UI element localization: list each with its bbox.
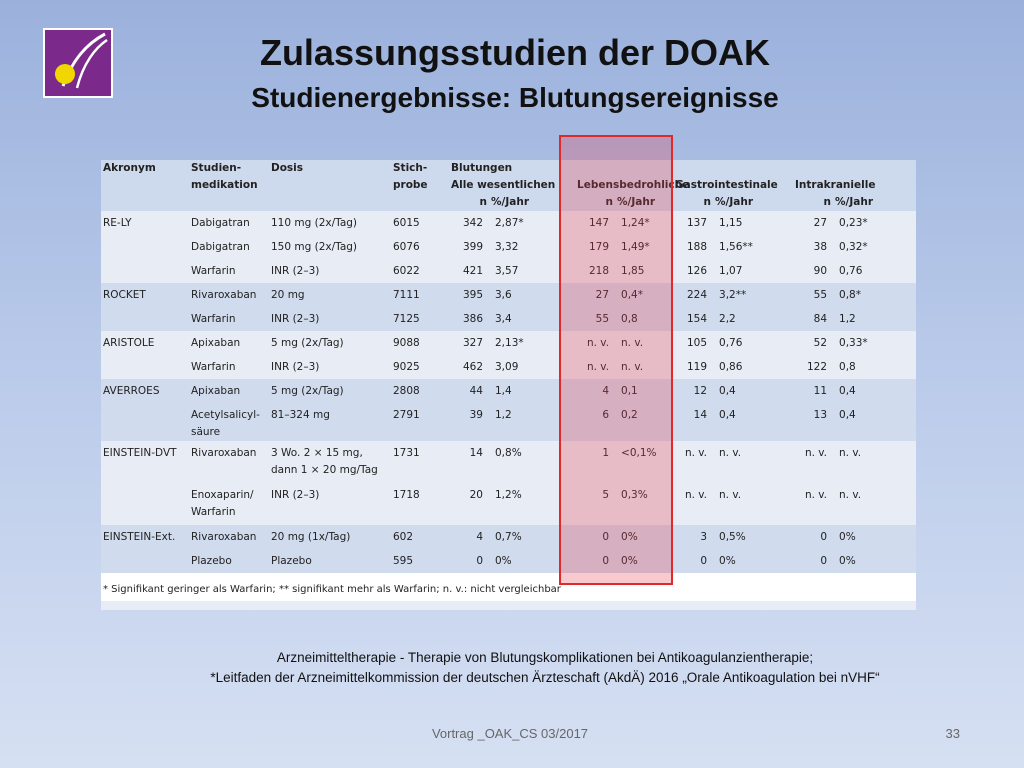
header-lebensbedrohliche-label: Lebensbedrohliche (577, 179, 690, 191)
table-cell: 0,3% (621, 489, 648, 501)
table-cell: 7125 (393, 313, 420, 325)
table-cell: 52 (813, 337, 828, 349)
table-cell: 1718 (393, 489, 420, 501)
table-cell: Acetylsalicyl-säure (191, 409, 260, 438)
table-cell: 0 (602, 531, 610, 543)
table-cell (101, 307, 189, 331)
table-cell: 0,4 (719, 385, 736, 397)
table-cell: 9025 (393, 361, 420, 373)
table-cell: Rivaroxaban (191, 289, 257, 301)
table-cell: <0,1% (621, 447, 657, 459)
table-cell: 2791 (393, 409, 420, 421)
table-cell: 342 (462, 217, 483, 229)
table-footnote: * Signifikant geringer als Warfarin; ** signifikant mehr als Warfarin; n. v.: nicht vergleichbar (101, 573, 916, 601)
header-stichprobe: Stich- probe (393, 162, 428, 191)
table-cell: 6 (602, 409, 610, 421)
table-cell: 81–324 mg (271, 409, 330, 421)
header-pct: %/Jahr (617, 196, 656, 208)
table-cell: 0 (700, 555, 708, 567)
table-cell: 5 mg (2x/Tag) (271, 337, 344, 349)
table-cell (101, 483, 189, 525)
table-cell: Plazebo (191, 555, 232, 567)
table-cell: 0,8* (839, 289, 861, 301)
table-cell: 122 (806, 361, 828, 373)
table-cell: 6022 (393, 265, 420, 277)
table-cell: 55 (813, 289, 828, 301)
table-cell: 119 (686, 361, 708, 373)
table-cell: 1,07 (719, 265, 743, 277)
table-row (101, 235, 916, 259)
table-cell: Warfarin (191, 313, 236, 325)
table-cell: EINSTEIN-DVT (103, 447, 177, 459)
table-cell: 1,4 (495, 385, 512, 397)
table-cell: 0% (621, 531, 638, 543)
table-cell: 105 (686, 337, 708, 349)
table-cell: ARISTOLE (103, 337, 155, 349)
table-cell: 20 mg (271, 289, 305, 301)
table-cell: 0,1 (621, 385, 638, 397)
table-cell: 1,2 (495, 409, 512, 421)
header-intrakranielle: Intrakranielle (795, 179, 876, 191)
table-cell: Warfarin (191, 265, 236, 277)
table-cell (101, 403, 189, 441)
table-cell: n. v. (586, 361, 610, 373)
table-cell: 7111 (393, 289, 420, 301)
header-n: n (703, 196, 712, 208)
table-cell: 147 (588, 217, 610, 229)
table-cell: 0,8 (839, 361, 856, 373)
table-row (101, 549, 916, 573)
table-cell (101, 355, 189, 379)
table-cell: n. v. (839, 447, 862, 459)
table-cell: 11 (813, 385, 828, 397)
table-cell: 0,8 (621, 313, 638, 325)
table-cell: 395 (462, 289, 483, 301)
table-cell: 1 (602, 447, 610, 459)
table-cell: ROCKET (103, 289, 146, 301)
table-cell: 3 (700, 531, 708, 543)
table-row (101, 379, 916, 403)
table-cell: 2,13* (495, 337, 524, 349)
table-cell: 218 (588, 265, 610, 277)
table-cell: 1,24* (621, 217, 650, 229)
header-blutungen: Blutungen (451, 162, 513, 174)
table-row (101, 259, 916, 283)
table-cell: 27 (813, 217, 828, 229)
header-akronym: Akronym (103, 162, 156, 174)
table-cell: 9088 (393, 337, 420, 349)
table-cell: Warfarin (191, 361, 236, 373)
table-row (101, 307, 916, 331)
table-cell: 0 (476, 555, 483, 567)
table-cell: 2,87* (495, 217, 524, 229)
table-cell: 3,09 (495, 361, 519, 373)
table-cell: 1,49* (621, 241, 650, 253)
table-cell: 150 mg (2x/Tag) (271, 241, 358, 253)
header-n: n (823, 196, 832, 208)
caption-line-2: *Leitfaden der Arzneimittelkommission der deutschen Ärzteschaft (AkdÄ) 2016 „Orale Antikoagulation bei nVHF“ (210, 670, 880, 685)
table-cell: 90 (813, 265, 828, 277)
table-cell: 44 (469, 385, 483, 397)
table-cell: n. v. (621, 361, 644, 373)
logo-icon (43, 28, 113, 98)
table-cell: 2808 (393, 385, 420, 397)
table-cell: 421 (462, 265, 483, 277)
table-cell: 0,76 (839, 265, 863, 277)
table-row (101, 283, 916, 307)
table-cell: 386 (462, 313, 483, 325)
table-cell: n. v. (804, 447, 828, 459)
table-cell: 0,8% (495, 447, 522, 459)
table-cell: 0,4 (719, 409, 736, 421)
table-cell: n. v. (684, 489, 708, 501)
table-cell: 595 (393, 555, 414, 567)
table-cell: 0,32* (839, 241, 868, 253)
table-cell: 1,2 (839, 313, 856, 325)
table-body (101, 211, 916, 573)
table-cell: 0% (495, 555, 512, 567)
table-cell: RE-LY (103, 217, 132, 229)
header-n: n (605, 196, 614, 208)
table-cell: 3,2** (719, 289, 747, 301)
table-cell: 2,2 (719, 313, 736, 325)
table-cell: n. v. (839, 489, 862, 501)
table-cell: n. v. (621, 337, 644, 349)
table-cell: 0,76 (719, 337, 743, 349)
header-intra-spacer (793, 160, 916, 177)
table-cell: Rivaroxaban (191, 531, 257, 543)
table-cell: Rivaroxaban (191, 447, 257, 459)
table-cell: INR (2–3) (271, 361, 320, 373)
table-cell: 3,6 (495, 289, 512, 301)
lebensbedrohliche-highlight-box (559, 135, 690, 585)
table-cell: 39 (469, 409, 483, 421)
header-gastrointestinale: Gastrointestinale (675, 179, 778, 191)
table-cell (101, 259, 189, 283)
header-alle-wesentlichen: Alle wesentlichen (451, 179, 556, 191)
table-cell: 1731 (393, 447, 420, 459)
table-cell: 462 (462, 361, 483, 373)
table-cell: 5 mg (2x/Tag) (271, 385, 344, 397)
table-cell: 20 (469, 489, 483, 501)
bleeding-table (101, 160, 916, 610)
table-cell: 4 (476, 531, 483, 543)
table-cell: 224 (686, 289, 708, 301)
table-cell: 3,57 (495, 265, 519, 277)
slide-subtitle: Studienergebnisse: Blutungsereignisse (251, 82, 779, 113)
table-cell: 1,15 (719, 217, 743, 229)
table-cell: Apixaban (191, 385, 241, 397)
table-cell: 179 (588, 241, 610, 253)
table-cell: 110 mg (2x/Tag) (271, 217, 358, 229)
table-cell: 0,33* (839, 337, 868, 349)
table-cell: 0% (719, 555, 736, 567)
table-row (101, 331, 916, 355)
table-cell: Dabigatran (191, 241, 250, 253)
table-cell: 0,5% (719, 531, 746, 543)
table-cell (101, 235, 189, 259)
header-pct: %/Jahr (835, 196, 874, 208)
table-cell: 1,2% (495, 489, 522, 501)
table-row (101, 403, 916, 441)
table-cell: 0,4 (839, 409, 856, 421)
page-number: 33 (945, 726, 960, 741)
table-cell: Plazebo (271, 555, 312, 567)
table-cell: 4 (602, 385, 610, 397)
table-cell: EINSTEIN-Ext. (103, 531, 176, 543)
table-cell: 0,7% (495, 531, 522, 543)
table-cell: Dabigatran (191, 217, 250, 229)
header-studienmedikation: Studien- medikation (191, 162, 258, 191)
table-cell: 154 (686, 313, 708, 325)
table-cell (101, 549, 189, 573)
header-gastro-spacer (673, 160, 793, 177)
table-cell: 0,4* (621, 289, 643, 301)
header-pct: %/Jahr (715, 196, 754, 208)
table-cell: 0,86 (719, 361, 743, 373)
table-cell: 55 (595, 313, 610, 325)
table-cell: 327 (462, 337, 483, 349)
table-cell: Apixaban (191, 337, 241, 349)
table-row (101, 211, 916, 235)
table-cell: 13 (813, 409, 828, 421)
table-cell: 12 (693, 385, 708, 397)
table-cell: 6015 (393, 217, 420, 229)
table-row (101, 441, 916, 483)
table-cell: 5 (602, 489, 610, 501)
header-n: n (479, 196, 487, 208)
caption-line-1: Arzneimitteltherapie - Therapie von Blutungskomplikationen bei Antikoagulanzientherapie; (276, 650, 814, 665)
table-row (101, 355, 916, 379)
table-cell: 0% (839, 555, 856, 567)
table-cell: 20 mg (1x/Tag) (271, 531, 351, 543)
table-cell: 399 (462, 241, 483, 253)
table-cell: 0,23* (839, 217, 868, 229)
header-dosis: Dosis (271, 162, 304, 174)
table-cell: 0% (839, 531, 856, 543)
table-cell: n. v. (719, 447, 742, 459)
table-cell: n. v. (586, 337, 610, 349)
table-cell: 0 (820, 531, 828, 543)
table-cell: 0% (621, 555, 638, 567)
table-cell: 1,56** (719, 241, 753, 253)
table-row (101, 525, 916, 549)
table-cell: n. v. (684, 447, 708, 459)
table-cell: 3,32 (495, 241, 519, 253)
slide-title: Zulassungsstudien der DOAK (259, 32, 771, 73)
table-cell: 188 (686, 241, 708, 253)
table-cell: 0,4 (839, 385, 856, 397)
table-cell: 0,2 (621, 409, 638, 421)
table-cell: 137 (686, 217, 708, 229)
table-cell: Enoxaparin/ Warfarin (191, 489, 254, 518)
table-cell: 0 (602, 555, 610, 567)
table-cell: 27 (595, 289, 610, 301)
table-cell: 84 (813, 313, 828, 325)
table-cell: 1,85 (621, 265, 645, 277)
table-cell: 14 (469, 447, 483, 459)
table-cell: 3 Wo. 2 × 15 mg, dann 1 × 20 mg/Tag (271, 447, 378, 476)
table-cell: 0 (820, 555, 828, 567)
table-row (101, 483, 916, 525)
table-cell: INR (2–3) (271, 265, 320, 277)
table-cell: n. v. (719, 489, 742, 501)
table-cell: 602 (393, 531, 414, 543)
table-cell: 126 (686, 265, 708, 277)
table-cell: 3,4 (495, 313, 512, 325)
slide-footer: Vortrag _OAK_CS 03/2017 (431, 726, 589, 741)
table-cell: AVERROES (103, 385, 160, 397)
table-cell: INR (2–3) (271, 313, 320, 325)
header-pct: %/Jahr (491, 196, 530, 208)
table-cell: 38 (813, 241, 828, 253)
table-cell: INR (2–3) (271, 489, 320, 501)
header-stichprobe-empty (391, 194, 449, 211)
table-cell: n. v. (804, 489, 828, 501)
table-cell: 6076 (393, 241, 420, 253)
table-cell: 14 (693, 409, 708, 421)
